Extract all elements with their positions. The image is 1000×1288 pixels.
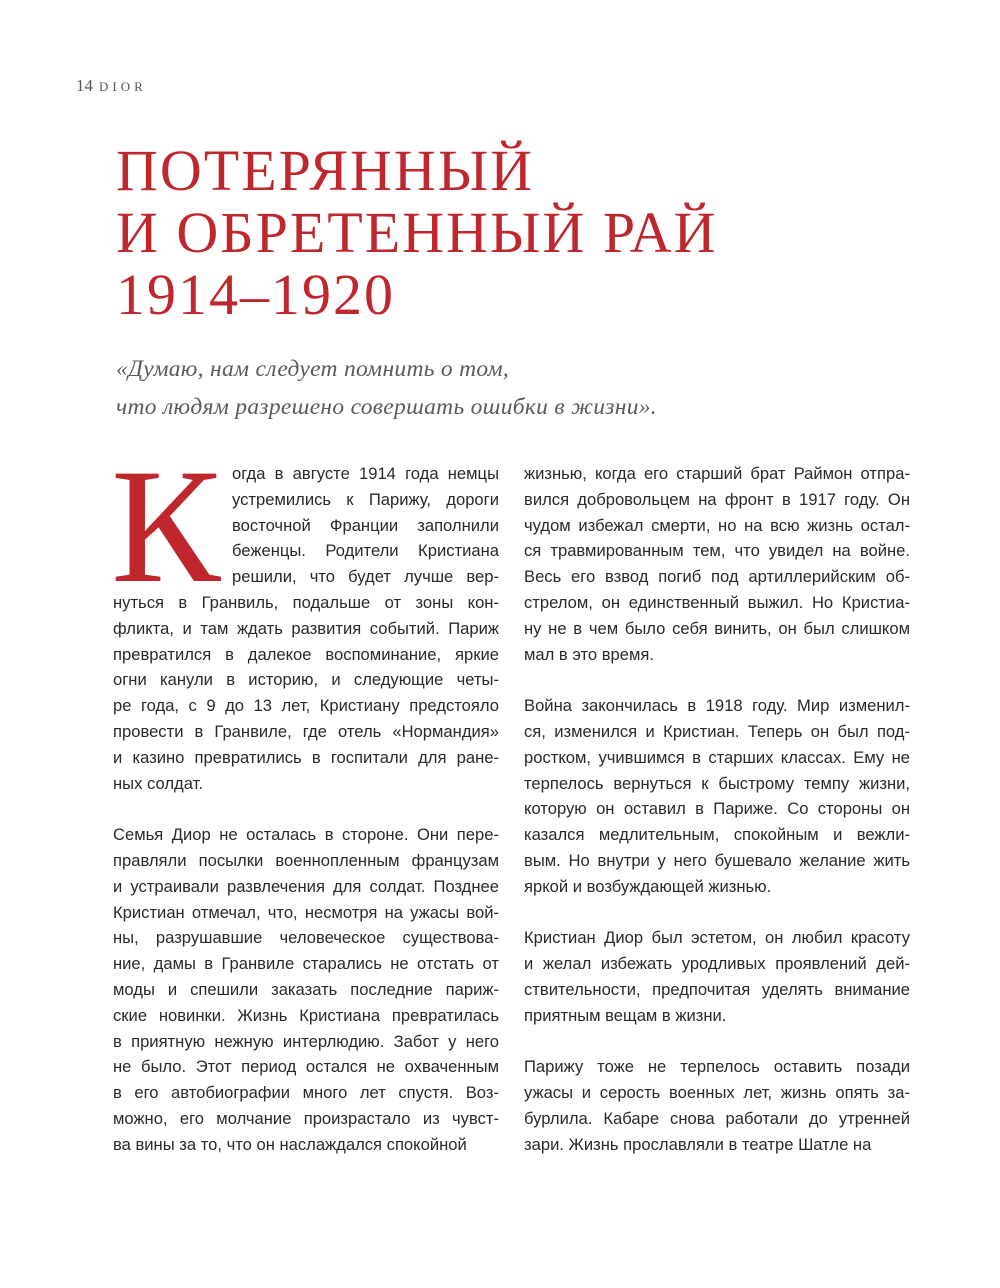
epigraph-quote (116, 350, 657, 426)
text-line: решили, что будет лучше вер- (232, 567, 499, 587)
running-header-brand: DIOR (99, 79, 147, 94)
text-line: Кристиан отмечал, что, несмотря на ужасы вой- (113, 902, 499, 922)
text-line: моды и спешили заказать последние париж- (113, 979, 499, 999)
text-line: и казино превратились в госпитали для ране- (113, 747, 499, 767)
chapter-title (116, 140, 717, 326)
text-line: Война закончилась в 1918 году. Мир изменил- (524, 696, 910, 716)
text-line: казался медлительным, спокойным и вежли- (524, 825, 910, 845)
text-line: терпелось вернуться к быстрому темпу жизни, (524, 773, 910, 793)
text-line: нуться в Гранвиль, подальше от зоны кон- (113, 592, 499, 612)
text-line: и устраивали развлечения для солдат. Позднее (113, 876, 499, 896)
text-line: ся травмированным тем, что увидел на войне. (524, 541, 910, 561)
text-line: ние, дамы в Гранвиле старались не отстать от (113, 954, 499, 974)
text-line: вым. Но внутри у него бушевало желание жить (524, 850, 910, 870)
chapter-title-years: 1914–1920 (116, 262, 395, 327)
right-column (524, 461, 910, 1183)
text-line: ва вины за то, что он наслаждался спокойной (113, 1134, 467, 1154)
chapter-title-line-2: И ОБРЕТЕННЫЙ РАЙ (116, 200, 718, 265)
text-line: которую он оставил в Париже. Со стороны он (524, 799, 910, 819)
body-paragraph (524, 925, 910, 1028)
text-line: зари. Жизнь прославляли в театре Шатле на (524, 1134, 872, 1154)
text-line: Весь его взвод погиб под артиллерийским об- (524, 567, 910, 587)
text-line: ужасы и серость военных лет, жизнь опять за- (524, 1083, 910, 1103)
text-line: бурлила. Кабаре снова работали до утренней (524, 1108, 910, 1128)
text-line: огни канули в историю, и следующие четы- (113, 670, 499, 690)
text-line: фликта, и там ждать развития событий. Париж (113, 618, 499, 638)
text-line: огда в августе 1914 года немцы (232, 464, 499, 483)
text-line: жизнью, когда его старший брат Раймон отпра- (524, 464, 910, 483)
text-line: мал в это время. (524, 644, 654, 664)
left-column (111, 436, 499, 1183)
running-header (76, 76, 147, 96)
page-number: 14 (76, 76, 93, 95)
text-line: правляли посылки военнопленным французам (113, 850, 499, 870)
text-line: ствительности, предпочитая уделять внимание (524, 979, 910, 999)
text-line: провести в Гранвиле, где отель «Нормандия» (113, 721, 499, 741)
text-line: ных солдат. (113, 773, 203, 793)
text-line: беженцы. Родители Кристиана (232, 541, 499, 561)
text-line: и желал избежать уродливых проявлений дей- (524, 954, 910, 974)
text-line: можно, его молчание произрастало из чувст- (113, 1108, 499, 1128)
text-line: ся, изменился и Кристиан. Теперь он был под- (524, 721, 910, 741)
epigraph-line-2: что людям разрешено совершать ошибки в жизни». (116, 394, 657, 420)
body-paragraph (111, 436, 499, 796)
text-line: стрелом, он единственный выжил. Но Кристиа- (524, 592, 910, 612)
text-line: не было. Этот период остался не охваченным (113, 1057, 499, 1077)
text-line: устремились к Парижу, дороги (232, 489, 499, 509)
drop-cap: К (111, 436, 221, 617)
text-line: чудом избежал смерти, но на всю жизнь остал- (524, 515, 910, 535)
text-line: восточной Франции заполнили (232, 515, 499, 535)
text-line: ны, разрушавшие человеческое существова- (113, 928, 499, 948)
epigraph-line-1: «Думаю, нам следует помнить о том, (116, 356, 510, 382)
text-line: ские новинки. Жизнь Кристиана превратилась (113, 1005, 499, 1025)
text-line: ну не в чем было себя винить, он был слишком (524, 618, 910, 638)
body-paragraph (113, 822, 499, 1157)
text-line: Кристиан Диор был эстетом, он любил красоту (524, 928, 910, 948)
text-line: в его автобиографии много лет спустя. Воз- (113, 1083, 499, 1103)
chapter-title-line-1: ПОТЕРЯННЫЙ (116, 138, 535, 203)
body-paragraph (524, 1054, 910, 1157)
text-line: превратился в далекое воспоминание, яркие (113, 644, 499, 664)
text-line: вился добровольцем на фронт в 1917 году. Он (524, 489, 910, 509)
text-line: ре года, с 9 до 13 лет, Кристиану предстояло (113, 696, 499, 716)
body-paragraph (524, 461, 910, 667)
text-line: яркой и возбуждающей жизнью. (524, 876, 772, 896)
text-line: в приятную нежную интерлюдию. Забот у него (113, 1031, 499, 1051)
text-line: ростком, учившимся в старших классах. Ему не (524, 747, 910, 767)
text-line: Парижу тоже не терпелось оставить позади (524, 1057, 910, 1077)
text-line: Семья Диор не осталась в стороне. Они пере- (113, 825, 499, 845)
body-paragraph (524, 693, 910, 899)
text-line: приятным вещам в жизни. (524, 1005, 727, 1025)
